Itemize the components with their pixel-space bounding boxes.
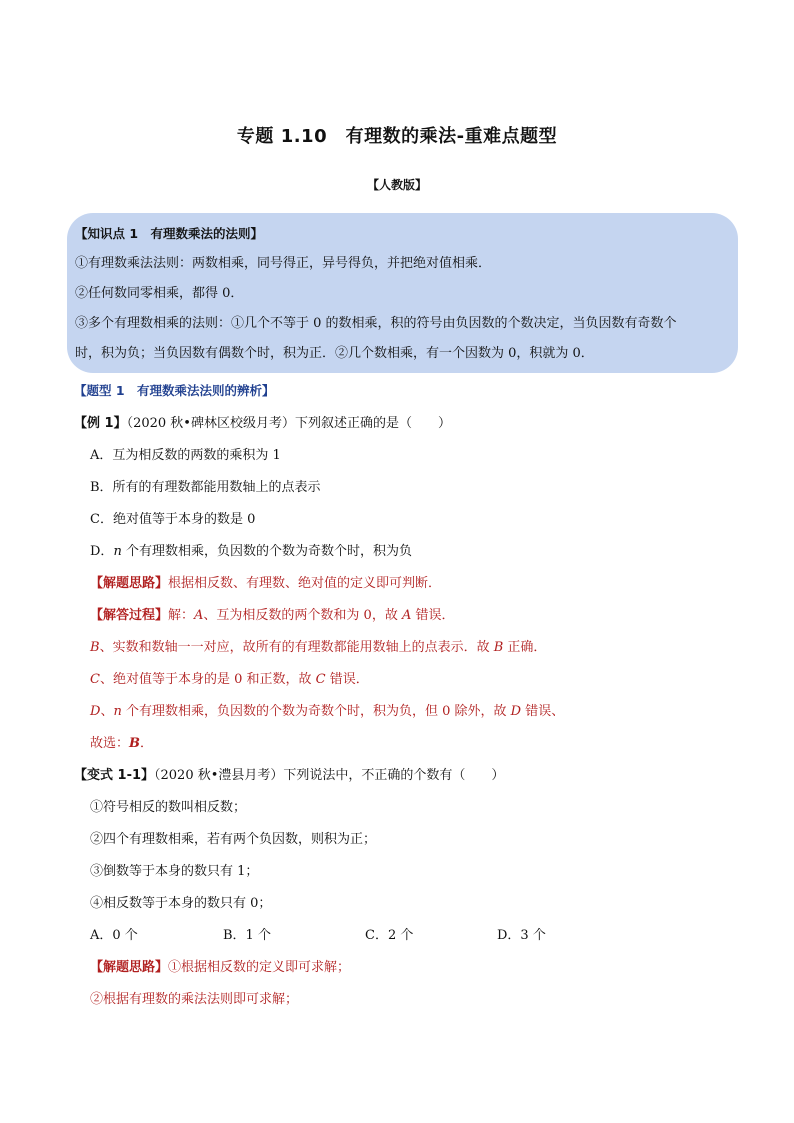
variant-text: 下列说法中，不正确的个数有（ ） [283, 768, 505, 783]
idea-text: 根据相反数、有理数、绝对值的定义即可判断． [168, 576, 442, 591]
knowledge-rule-3a: ③多个有理数相乘的法则：①几个不等于 0 的数相乘，积的符号由负因数的个数决定，当负因数有奇数个 [75, 316, 677, 331]
example-1-text: 下列叙述正确的是（ ） [294, 416, 451, 431]
example-1-process-b [90, 636, 546, 655]
knowledge-rule-2: ②任何数同零相乘，都得 0． [75, 286, 244, 301]
process-a-var2: A [401, 608, 412, 623]
variant-idea-text-1: ①根据相反数的定义即可求解； [168, 960, 351, 975]
example-1-process-d [90, 700, 564, 719]
process-d-sep: 、 [100, 704, 114, 719]
variant-statement-2: ②四个有理数相乘，若有两个负因数，则积为正； [90, 832, 377, 847]
example-1-option-d [90, 540, 412, 559]
process-a-prefix: 解： [168, 608, 195, 623]
type-1-heading: 【题型 1 有理数乘法法则的辨析】 [74, 383, 275, 398]
page-title: 专题 1.10 有理数的乘法-重难点题型 [236, 126, 558, 147]
variant-source: （2020 秋•澧县月考） [154, 768, 284, 783]
process-d-var: D [90, 704, 101, 719]
process-d-var-n: n [113, 704, 122, 719]
variant-1-1-question [74, 764, 504, 783]
process-d-end: 错误、 [521, 704, 565, 719]
example-1-option-c: C．绝对值等于本身的数是 0 [90, 512, 256, 527]
variant-idea-tag: 【解题思路】 [90, 960, 169, 975]
process-b-var2: B [493, 640, 504, 655]
process-d-text: 个有理数相乘，负因数的个数为奇数个时，积为负，但 0 除外，故 [121, 704, 511, 719]
variant-choice-d: D．3 个 [497, 928, 546, 943]
process-tag: 【解答过程】 [90, 608, 169, 623]
example-1-process-a [90, 604, 455, 623]
knowledge-heading: 【知识点 1 有理数乘法的法则】 [75, 226, 264, 241]
process-b-text: 、实数和数轴一一对应，故所有的有理数都能用数轴上的点表示．故 [99, 640, 494, 655]
example-1-source: （2020 秋•碑林区校级月考） [126, 416, 295, 431]
process-c-text: 、绝对值等于本身的是 0 和正数，故 [99, 672, 316, 687]
process-b-end: 正确． [503, 640, 547, 655]
process-c-var: C [90, 672, 100, 687]
example-1-option-a: A．互为相反数的两数的乘积为 1 [90, 448, 281, 463]
process-a-text: 、互为相反数的两个数和为 0，故 [203, 608, 402, 623]
choice-prefix: 故选： [90, 736, 130, 751]
variant-choice-a: A．0 个 [90, 928, 138, 943]
process-c-end: 错误． [325, 672, 369, 687]
process-a-var: A [194, 608, 204, 623]
option-d-prefix: D． [90, 544, 114, 559]
variant-choice-c: C．2 个 [365, 928, 414, 943]
variant-idea-1 [90, 956, 350, 975]
option-d-variable: n [113, 544, 122, 559]
example-1-question [74, 412, 451, 431]
knowledge-rule-3b: 时，积为负；当负因数有偶数个时，积为正．②几个数相乘，有一个因数为 0，积就为 0． [75, 346, 594, 361]
variant-tag: 【变式 1-1】 [74, 768, 155, 783]
option-d-text: 个有理数相乘，负因数的个数为奇数个时，积为负 [121, 544, 412, 559]
process-b-var: B [90, 640, 100, 655]
example-1-choice [90, 732, 153, 751]
variant-choice-b: B．1 个 [223, 928, 271, 943]
knowledge-rule-1: ①有理数乘法法则：两数相乘，同号得正，异号得负，并把绝对值相乘． [75, 256, 492, 271]
choice-var: B [129, 736, 141, 751]
example-1-idea [90, 572, 441, 591]
idea-tag: 【解题思路】 [90, 576, 169, 591]
variant-statement-1: ①符号相反的数叫相反数； [90, 800, 247, 815]
example-1-option-b: B．所有的有理数都能用数轴上的点表示 [90, 480, 321, 495]
knowledge-box [67, 213, 738, 373]
example-1-process-c [90, 668, 369, 687]
variant-idea-2: ②根据有理数的乘法法则即可求解； [90, 992, 299, 1007]
variant-statement-3: ③倒数等于本身的数只有 1； [90, 864, 259, 879]
variant-statement-4: ④相反数等于本身的数只有 0； [90, 896, 272, 911]
process-c-var2: C [315, 672, 326, 687]
edition-label: 【人教版】 [366, 178, 427, 192]
example-1-tag: 【例 1】 [74, 416, 127, 431]
choice-end: ． [140, 736, 154, 751]
process-a-end: 错误． [411, 608, 455, 623]
process-d-var2: D [510, 704, 522, 719]
